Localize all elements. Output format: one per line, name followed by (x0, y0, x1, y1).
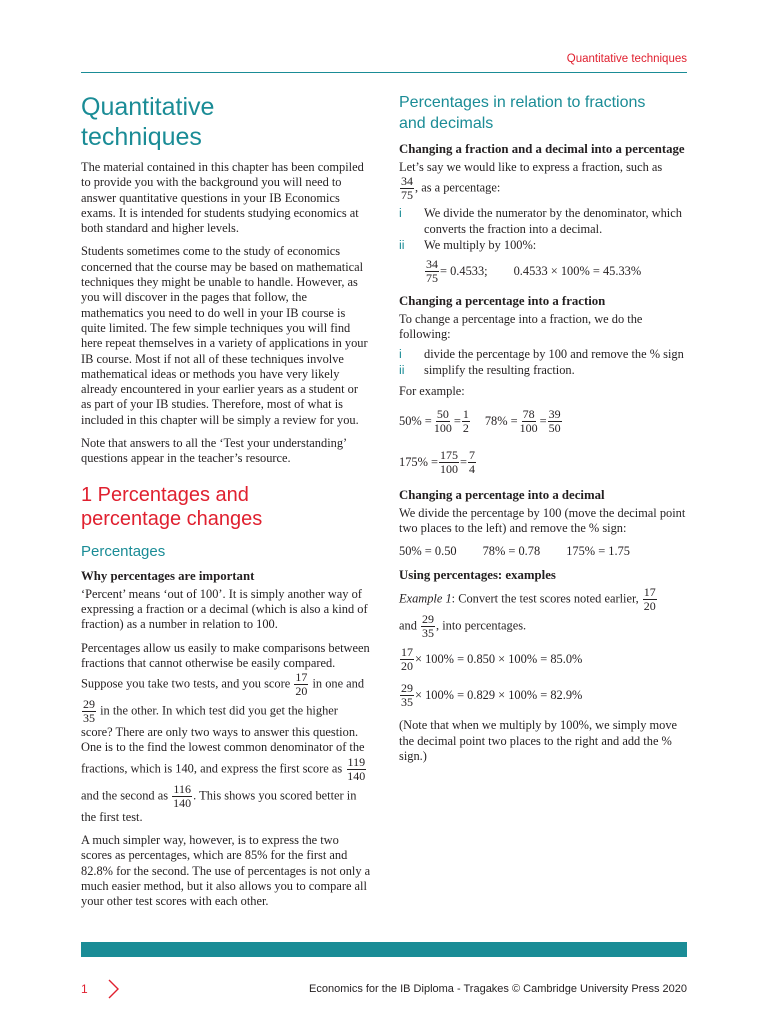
numerator: 50 (436, 406, 449, 421)
numerator: 34 (426, 257, 438, 272)
percentage-decimal-heading: Changing a percentage into a decimal (399, 487, 605, 502)
page-number: 1 (81, 982, 88, 996)
fraction-119-140 (346, 756, 366, 783)
footer-bar (81, 942, 687, 957)
fraction-17-20 (294, 671, 308, 698)
equation-text: 0.4533 × 100% = 45.33% (513, 264, 642, 279)
list-marker: i (399, 206, 402, 221)
text-run: and express the first score as (200, 761, 343, 776)
chevron-right-icon[interactable] (106, 978, 120, 1000)
for-example-label: For example: (399, 384, 465, 399)
text-run: , as a percentage: (415, 180, 501, 195)
fraction-34-75 (425, 258, 439, 285)
text-run: : Convert the test scores noted earlier, (451, 591, 639, 606)
right-heading-line1: Percentages in relation to fractions (399, 94, 646, 111)
list-item (399, 347, 689, 362)
section-heading-line2: percentage changes (81, 507, 263, 530)
to-change-paragraph: To change a percentage into a fraction, we do the following: (399, 312, 643, 342)
denominator: 50 (548, 420, 561, 435)
fraction-78-100 (519, 408, 539, 435)
denominator: 100 (440, 461, 458, 476)
numerator: 17 (643, 585, 656, 600)
equation-text: 175% = (399, 454, 438, 469)
chapter-title (81, 92, 371, 152)
equation-text: 50% = 0.50 (399, 544, 457, 559)
fraction-7-4 (468, 449, 476, 476)
list-item-text: We divide the numerator by the denominator, which converts the fraction into a decimal. (424, 206, 682, 236)
denominator: 100 (433, 420, 452, 435)
denominator: 20 (401, 659, 413, 674)
why-paragraph-1: ‘Percent’ means ‘out of 100’. It is simply another way of expressing a fraction or a decimal (which is also a kind of fraction) as a number in relation to 100. (81, 586, 368, 632)
numerator: 116 (173, 781, 191, 796)
list-marker: ii (399, 363, 405, 378)
equation-text: 50% = (399, 413, 432, 428)
denominator: 75 (426, 271, 438, 286)
numerator: 29 (83, 697, 95, 712)
numerator: 34 (401, 174, 413, 189)
list-item (399, 206, 689, 237)
intro-paragraph-2: Students sometimes come to the study of economics concerned that the course may be based on mathematical techniques they might be unable to handle. However, as you will discover in the pages that follow, the mathematics you need to do well in your IB course is quite limited. The few simple techniques you will find here repeat themselves in a variety of applications in your IB course. Most if not all of these techniques involve mathematical ideas or methods you have very likely already encountered in your earlier years as a student or as part of your IB studies. Therefore, most of what is included in this chapter will be simply a review for you. (81, 244, 368, 427)
steps-list-2 (399, 347, 689, 379)
numerator: 1 (462, 406, 469, 421)
calculation-2 (399, 682, 689, 709)
divide-paragraph: We divide the percentage by 100 (move the decimal point two places to the left) and remove the % sign: (399, 505, 686, 535)
numerator: 17 (401, 645, 413, 660)
intro-paragraph-3: Note that answers to all the ‘Test your understanding’ questions appear in the teacher’s resource. (81, 436, 347, 466)
equation-text: 78% = (484, 413, 518, 428)
fraction-17-20 (643, 586, 657, 613)
numerator: 29 (422, 612, 434, 627)
using-percentages-heading: Using percentages: examples (399, 568, 556, 583)
denominator: 35 (422, 626, 434, 641)
numerator: 175 (440, 447, 458, 462)
text-run: and (399, 618, 417, 633)
text-run: , into percentages. (436, 618, 527, 633)
denominator: 75 (401, 188, 413, 203)
text-run: and the second as (81, 788, 169, 803)
denominator: 140 (173, 795, 192, 810)
equation-text: 175% = 1.75 (566, 544, 630, 559)
list-marker: i (399, 346, 402, 361)
fraction-50-100 (433, 408, 453, 435)
text-run: . This shows you scored better in the first test. (81, 788, 357, 824)
fraction-decimal-heading: Changing a fraction and a decimal into a percentage (399, 142, 685, 156)
section-heading-line1: 1 Percentages and (81, 483, 249, 506)
denominator: 4 (469, 461, 475, 476)
equation-175 (399, 449, 689, 476)
lets-say-paragraph (399, 160, 689, 202)
note-paragraph: (Note that when we multiply by 100%, we simply move the decimal point two places to the right and add the % sign.) (399, 718, 678, 763)
right-heading-line2: and decimals (399, 115, 494, 132)
left-column (81, 92, 371, 918)
steps-list-1 (399, 206, 689, 253)
equation-text: × 100% = 0.829 × 100% = 82.9% (415, 688, 583, 703)
fraction-1-2 (462, 408, 470, 435)
list-item-text: simplify the resulting fraction. (424, 363, 575, 378)
calculation-1 (399, 646, 689, 673)
list-item-text: divide the percentage by 100 and remove the % sign (424, 346, 684, 361)
why-paragraph-2 (81, 641, 371, 825)
equals-sign: = (453, 413, 461, 428)
text-run: in one and (312, 676, 365, 691)
equation-text: 78% = 0.78 (482, 544, 541, 559)
text-run: in the other. In which test did you get the higher score? There are only two ways to answer this question. One is to the find the lowest common denominator of the fractions, which is 140, (81, 703, 365, 776)
denominator: 100 (519, 420, 538, 435)
numerator: 39 (548, 406, 561, 421)
text-run: Percentages allow us easily to make comparisons between fractions that cannot otherwise be easily compared. Suppose you take two tests, and you score (81, 640, 370, 691)
fraction-29-35 (82, 698, 96, 725)
fraction-175-100 (439, 449, 459, 476)
text-run: Let’s say we would like to express a fraction, such as (399, 160, 663, 174)
numerator: 78 (522, 406, 535, 421)
fraction-116-140 (172, 783, 192, 810)
section-heading (81, 483, 371, 531)
percentage-fraction-heading: Changing a percentage into a fraction (399, 294, 606, 309)
equation-text: × 100% = 0.850 × 100% = 85.0% (415, 652, 583, 667)
denominator: 35 (401, 695, 413, 710)
equation-34-75 (399, 258, 689, 285)
list-item-text: We multiply by 100%: (424, 237, 537, 252)
denominator: 20 (643, 599, 656, 614)
chapter-title-line1: Quantitative (81, 93, 215, 121)
denominator: 140 (347, 768, 366, 783)
list-item (399, 363, 689, 378)
right-column (399, 92, 689, 772)
list-marker: ii (399, 237, 405, 252)
why-paragraph-3: A much simpler way, however, is to express the two scores as percentages, which are 85% for the first and 82.8% for the second. The use of percentages is not only a much easier method, but it also allows you to compare all your other test scores with each other. (81, 833, 371, 909)
decimal-examples (399, 544, 689, 559)
running-header: Quantitative techniques (566, 53, 687, 65)
fraction-17-20 (400, 646, 414, 673)
fraction-29-35 (421, 613, 435, 640)
numerator: 29 (401, 681, 413, 696)
why-heading: Why percentages are important (81, 568, 255, 583)
fraction-29-35 (400, 682, 414, 709)
example-label: Example 1 (399, 591, 452, 606)
numerator: 17 (295, 670, 308, 685)
fraction-39-50 (548, 408, 562, 435)
equation-text: = 0.4533; (440, 264, 488, 279)
header-rule (81, 72, 687, 73)
fraction-34-75 (400, 175, 414, 202)
chapter-title-line2: techniques (81, 123, 202, 151)
denominator: 2 (462, 420, 469, 435)
right-section-heading (399, 92, 689, 134)
numerator: 119 (347, 754, 366, 769)
list-item (399, 238, 689, 253)
numerator: 7 (469, 447, 475, 462)
intro-paragraph-1: The material contained in this chapter has been compiled to provide you with the background you will need to answer quantitative questions in your IB Economics exams. It is intended for students studying economics at both standard and higher levels. (81, 160, 364, 236)
equals-sign: = (460, 454, 467, 469)
example-1-paragraph (399, 586, 689, 640)
denominator: 20 (295, 684, 308, 699)
equals-sign: = (539, 413, 547, 428)
denominator: 35 (83, 711, 95, 726)
equation-50-78 (399, 408, 689, 435)
footer-credit: Economics for the IB Diploma - Tragakes © Cambridge University Press 2020 (309, 983, 687, 995)
subsection-heading: Percentages (81, 542, 166, 560)
